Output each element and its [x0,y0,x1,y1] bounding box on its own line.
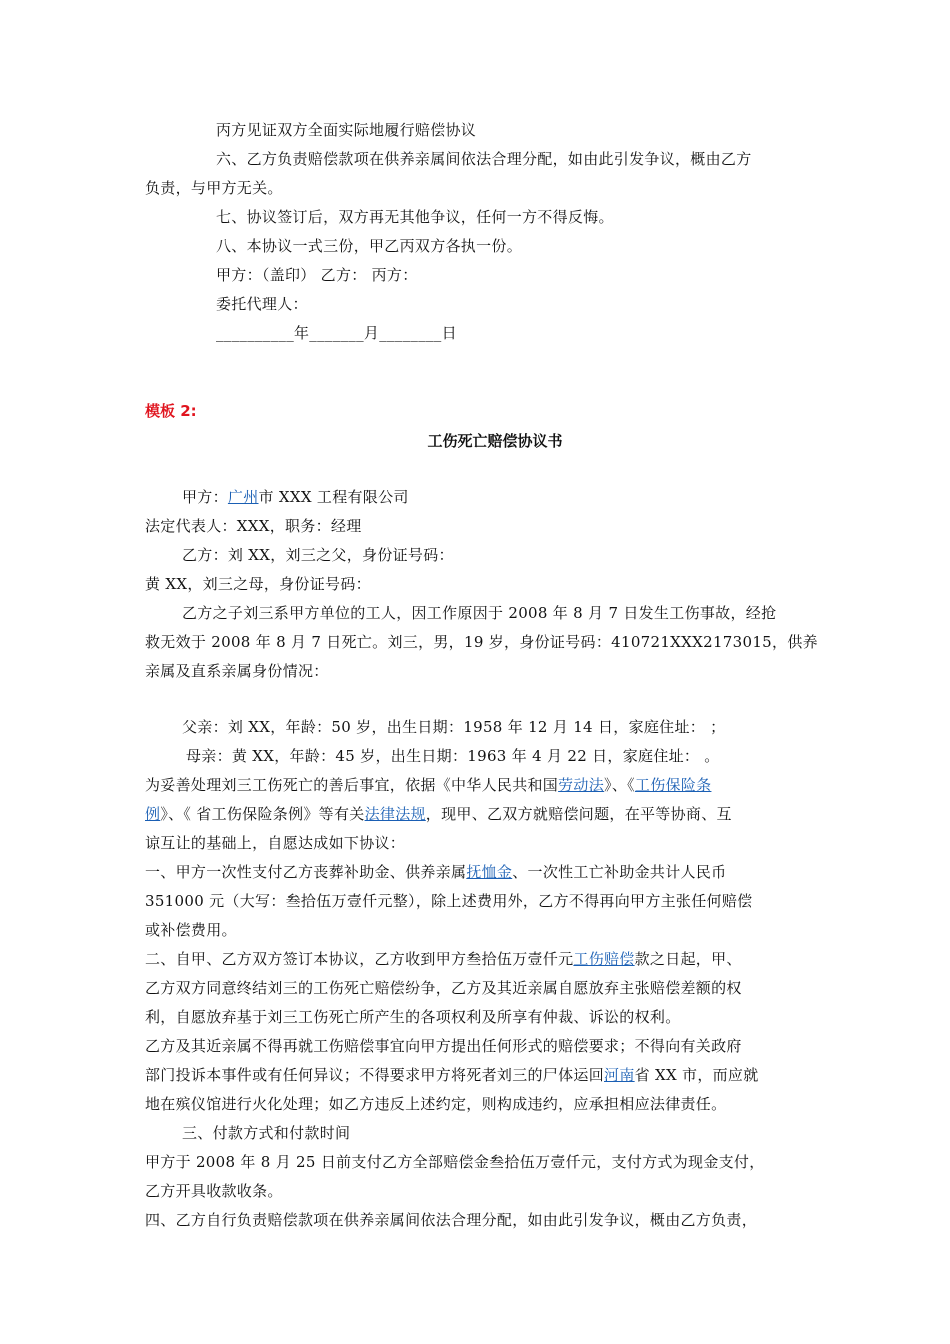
text-line: 六、乙方负责赔偿款项在供养亲属间依法合理分配，如由此引发争议，概由乙方 [216,150,752,168]
text-span: 部门投诉本事件或有任何异议；不得要求甲方将死者刘三的尸体运回 [145,1066,605,1084]
party-a-suffix: 市 XXX 工程有限公司 [258,488,409,506]
clause-2-line-5 [145,1065,759,1085]
link-labor-law[interactable]: 劳动法 [558,776,605,794]
text-span: 》、《 [604,776,635,794]
text-span: 款之日起，甲、 [634,950,742,968]
text-line: 甲方于 2008 年 8 月 25 日前支付乙方全部赔偿金叁拾伍万壹仟元，支付方式为现金支付， [145,1153,765,1171]
text-span: 为妥善处理刘三工伤死亡的善后事宜，依据《中华人民共和国 [145,776,559,794]
text-line: 负责，与甲方无关。 [145,179,283,197]
mother-info: 母亲：黄 XX，年龄：45 岁，出生日期：1963 年 4 月 22 日，家庭住址： 。 [186,747,720,765]
legal-representative: 法定代表人：XXX，职务：经理 [145,517,362,535]
text-line: 地在殡仪馆进行火化处理；如乙方违反上述约定，则构成违约，应承担相应法律责任。 [145,1095,727,1113]
link-pension[interactable]: 抚恤金 [466,863,513,881]
link-laws-regulations[interactable]: 法律法规 [364,805,426,823]
signature-line: 甲方：（盖印） 乙方： 丙方： [216,266,418,284]
text-line: 四、乙方自行负责赔偿款项在供养亲属间依法合理分配，如由此引发争议，概由乙方负责， [145,1211,758,1229]
template-label: 模板 2: [145,402,197,420]
text-line: 八、本协议一式三份，甲乙丙双方各执一份。 [216,237,523,255]
link-injury-insurance-regulation-cont[interactable]: 例 [145,805,161,823]
text-line: 乙方及其近亲属不得再就工伤赔偿事宜向甲方提出任何形式的赔偿要求；不得向有关政府 [145,1037,742,1055]
agent-line: 委托代理人： [216,295,308,313]
text-line: 乙方开具收款收条。 [145,1182,283,1200]
link-injury-insurance-regulation[interactable]: 工伤保险条 [634,776,712,794]
text-line: 救无效于 2008 年 8 月 7 日死亡。刘三，男，19 岁，身份证号码：410721XXX2173015，供养 [145,633,818,651]
text-line: 351000 元（大写：叁拾伍万壹仟元整），除上述费用外，乙方不得再向甲方主张任何赔偿 [145,892,753,910]
mother-line: 黄 XX，刘三之母，身份证号码： [145,575,371,593]
link-guangzhou[interactable]: 广州 [227,488,259,506]
party-a-line [182,487,409,507]
text-span: 》、《 省工伤保险条例》等有关 [160,805,365,823]
document-title: 工伤死亡赔偿协议书 [427,432,563,450]
text-line: 乙方双方同意终结刘三的工伤死亡赔偿纷争，乙方及其近亲属自愿放弃主张赔偿差额的权 [145,979,742,997]
text-line: 丙方见证双方全面实际地履行赔偿协议 [216,121,477,139]
text-span: 省 XX 市，而应就 [634,1066,759,1084]
text-span: 一、甲方一次性支付乙方丧葬补助金、供养亲属 [145,863,467,881]
date-line: __________年_______月________日 [216,324,457,342]
link-henan[interactable]: 河南 [604,1066,635,1084]
text-line: 谅互让的基础上，自愿达成如下协议： [145,834,406,852]
basis-line-2 [145,804,732,824]
clause-2-line-1 [145,949,742,969]
text-line: 或补偿费用。 [145,921,237,939]
clause-3-title: 三、付款方式和付款时间 [182,1124,351,1142]
text-span: 、一次性工亡补助金共计人民币 [512,863,727,881]
text-span: 二、自甲、乙方双方签订本协议，乙方收到甲方叁拾伍万壹仟元 [145,950,574,968]
party-b-line: 乙方：刘 XX，刘三之父，身份证号码： [182,546,454,564]
basis-line-1 [145,775,711,795]
party-a-prefix: 甲方： [182,488,228,506]
father-info: 父亲：刘 XX，年龄：50 岁，出生日期：1958 年 12 月 14 日，家庭住址： ； [182,718,726,736]
text-line: 利，自愿放弃基于刘三工伤死亡所产生的各项权利及所享有仲裁、诉讼的权利。 [145,1008,681,1026]
text-line: 七、协议签订后，双方再无其他争议，任何一方不得反悔。 [216,208,614,226]
text-span: ，现甲、乙双方就赔偿问题，在平等协商、互 [425,805,732,823]
text-line: 亲属及直系亲属身份情况： [145,662,329,680]
clause-1-line-1 [145,862,726,882]
text-line: 乙方之子刘三系甲方单位的工人，因工作原因于 2008 年 8 月 7 日发生工伤事故，经抢 [182,604,777,622]
link-injury-compensation[interactable]: 工伤赔偿 [573,950,635,968]
